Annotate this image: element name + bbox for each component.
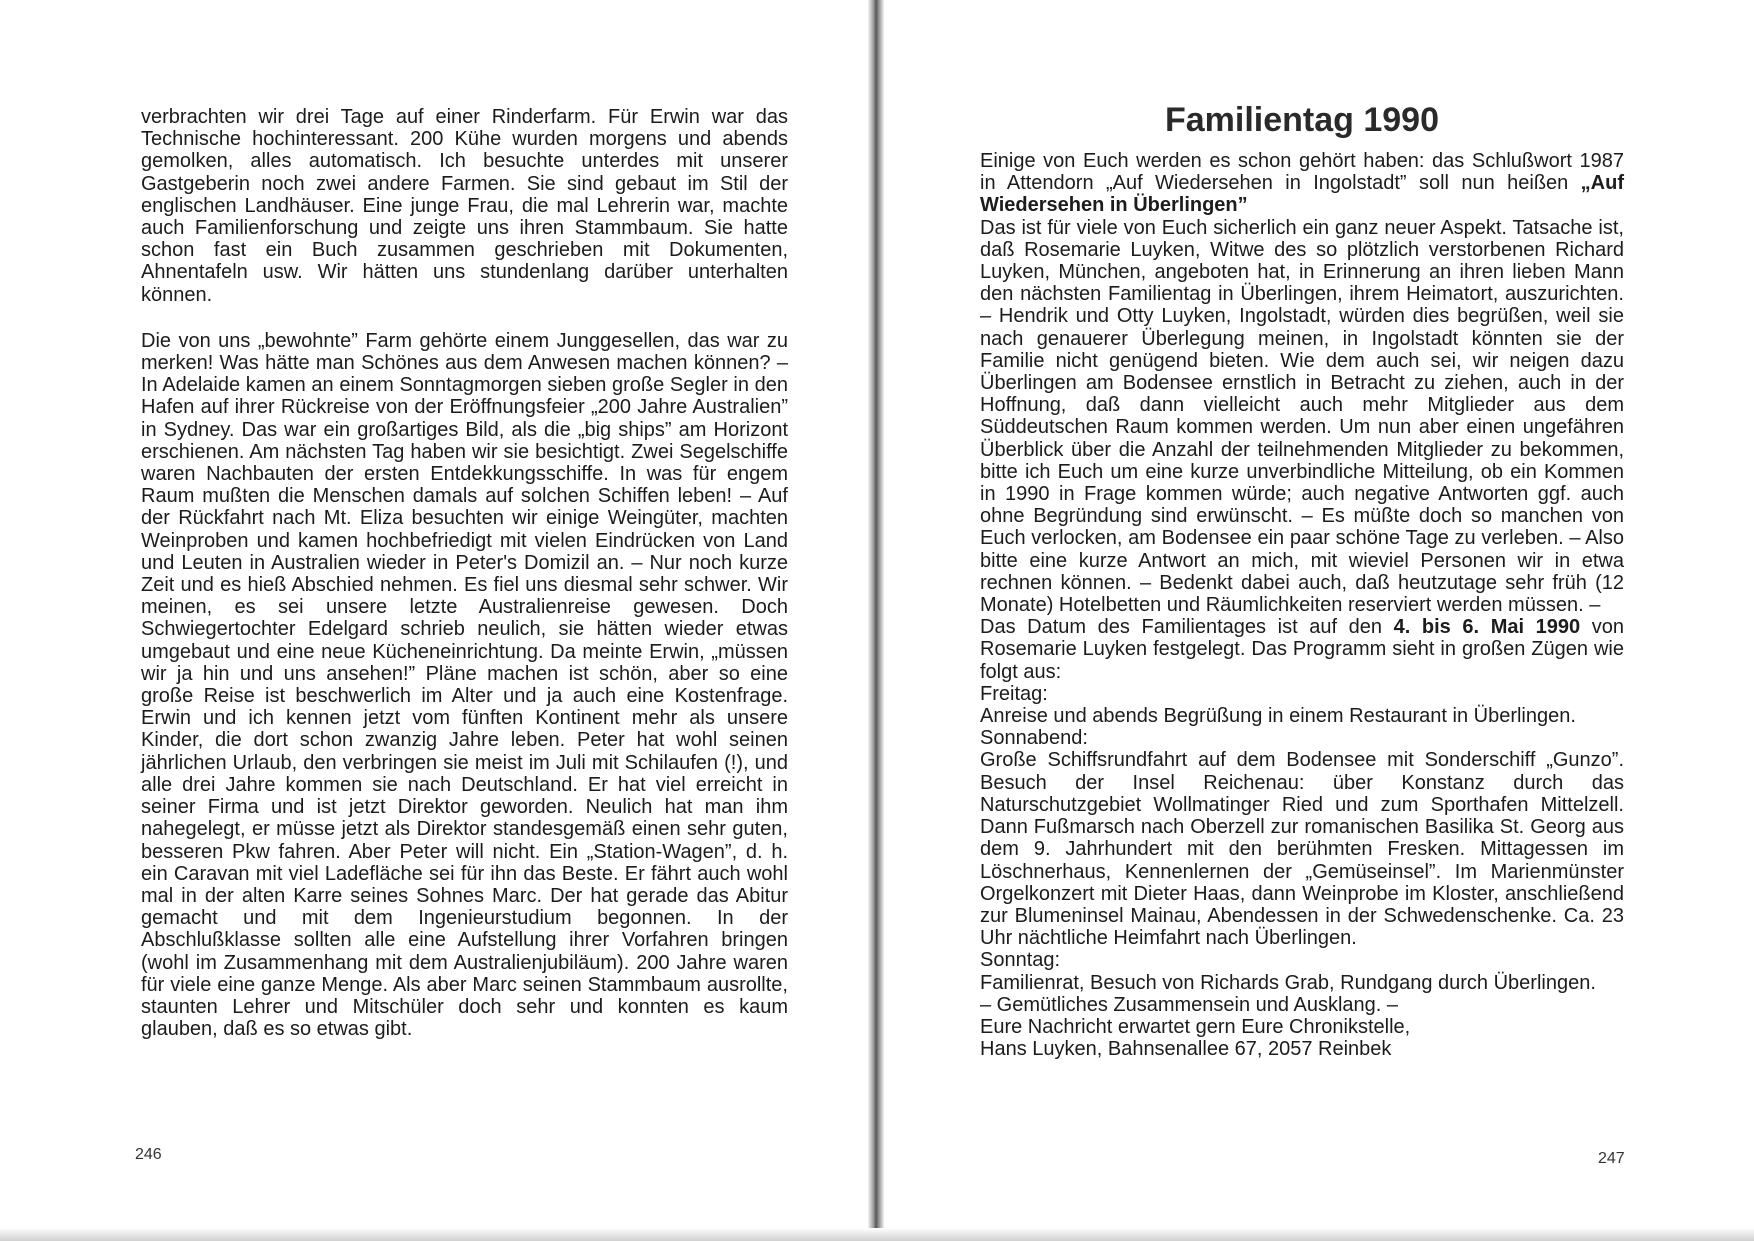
- date-text-before: Das Datum des Familientages ist auf den: [980, 616, 1394, 639]
- page-number-right: 247: [1598, 1150, 1625, 1167]
- signoff-line-1: Eure Nachricht erwartet gern Eure Chronikstelle,: [980, 1015, 1411, 1038]
- body-paragraph: Das ist für viele von Euch sicherlich ein ganz neuer Aspekt. Tatsache ist, daß Rosemarie Luyken, Witwe des so plötzlich verstorbenen Richard Luyken, München, angeboten hat, in Erinnerung an ihren lieben Mann den nächsten Familientag in Überlingen, ihrem Heimatort, auszurichten. – Hendrik und Otty Luyken, Ingolstadt, würden dies begrüßen, weil sie nach genauerer Überlegung meinen, in Ingolstadt könnten sie der Familie nicht genügend bieten. Wie dem auch sei, wir neigen dazu Überlingen am Bodensee ernstlich in Betracht zu ziehen, auch in der Hoffnung, daß dann vielleicht auch mehr Mitglieder aus dem Süddeutschen Raum kommen werden. Um nun aber einen ungefähren Überblick über die Anzahl der teilnehmenden Mitglieder zu bekommen, bitte ich Euch um eine kurze unverbindliche Mitteilung, ob ein Kommen in 1990 in Frage kommen würde; auch negative Antworten ggf. auch ohne Begründung sind erwünscht. – Es müßte doch so manchen von Euch verlocken, am Bodensee ein paar schöne Tage zu verleben. – Also bitte eine kurze Antwort an mich, mit wieviel Personen wir in etwa rechnen können. – Bedenkt dabei auch, daß heutzutage sehr früh (12 Monate) Hotelbetten und Räumlichkeiten reserviert werden müssen. –: [980, 216, 1624, 617]
- page-edge-shadow: [0, 1228, 1754, 1241]
- left-paragraph-1: verbrachten wir drei Tage auf einer Rinderfarm. Für Erwin war das Technische hochinteressant. 200 Kühe wurden morgens und abends gemolken, alles automatisch. Ich besuchte unterdes mit unserer Gastgeberin noch zwei andere Farmen. Sie sind gebaut im Stil der englischen Landhäuser. Eine junge Frau, die mal Lehrerin war, machte auch Familienforschung und zeigte uns ihren Stammbaum. Sie hatte schon fast ein Buch zusammen geschrieben mit Dokumenten, Ahnentafeln usw. Wir hätten uns stundenlang darüber unterhalten können.: [141, 106, 788, 306]
- sunday-text-2: – Gemütliches Zusammensein und Ausklang. –: [980, 993, 1398, 1016]
- saturday-label: Sonnabend:: [980, 727, 1088, 750]
- friday-label: Freitag:: [980, 682, 1048, 705]
- friday-text: Anreise und abends Begrüßung in einem Restaurant in Überlingen.: [980, 705, 1576, 728]
- left-page-text: [141, 106, 788, 1040]
- sunday-text-1: Familienrat, Besuch von Richards Grab, Rundgang durch Überlingen.: [980, 971, 1596, 994]
- signoff-line-2: Hans Luyken, Bahnsenallee 67, 2057 Reinbek: [980, 1038, 1392, 1061]
- intro-text: Einige von Euch werden es schon gehört haben: das Schlußwort 1987 in Attendorn „Auf Wiedersehen in Ingolstadt” soll nun heißen: [980, 150, 1624, 195]
- right-page-text: [980, 150, 1624, 1060]
- saturday-text: Große Schiffsrundfahrt auf dem Bodensee mit Sonderschiff „Gunzo”. Besuch der Insel Reichenau: über Konstanz durch das Naturschutzgebiet Wollmatinger Ried und zum Sporthafen Mittelzell. Dann Fußmarsch nach Oberzell zur romanischen Basilika St. Georg aus dem 9. Jahrhundert mit den berühmten Fresken. Mittagessen im Löschnerhaus, Kennenlernen der „Gemüseinsel”. Im Marienmünster Orgelkonzert mit Dieter Haas, dann Weinprobe im Kloster, anschließend zur Blumeninsel Mainau, Abendessen in der Schwedenschenke. Ca. 23 Uhr nächtliche Heimfahrt nach Überlingen.: [980, 749, 1624, 950]
- intro-paragraph: [980, 150, 1624, 217]
- sunday-label: Sonntag:: [980, 949, 1061, 972]
- date-paragraph: [980, 616, 1624, 683]
- date-bold: 4. bis 6. Mai 1990: [1393, 616, 1581, 639]
- date-text-after: von Rosemarie Luyken festgelegt. Das Programm sieht in großen Zügen wie folgt aus:: [980, 616, 1624, 683]
- book-gutter: [868, 0, 884, 1241]
- page-title: Familientag 1990: [1164, 101, 1439, 139]
- intro-bold-text: „Auf Wiedersehen in Überlingen”: [980, 172, 1624, 217]
- page-number-left: 246: [135, 1146, 162, 1163]
- left-paragraph-2: Die von uns „bewohnte” Farm gehörte einem Junggesellen, das war zu merken! Was hätte man Schönes aus dem Anwesen machen können? – In Adelaide kamen an einem Sonntagmorgen sieben große Segler in den Hafen auf ihrer Rückreise von der Eröffnungsfeier „200 Jahre Australien” in Sydney. Das war ein großartiges Bild, als die „big ships” am Horizont erschienen. Am nächsten Tag haben wir sie besichtigt. Zwei Segelschiffe waren Nachbauten der ersten Entdekkungsschiffe. In was für engem Raum mußten die Menschen damals auf solchen Schiffen leben! – Auf der Rückfahrt nach Mt. Eliza besuchten wir einige Weingüter, machten Weinproben und kamen hochbefriedigt mit vielen Eindrücken von Land und Leuten in Australien wieder in Peter's Domizil an. – Nur noch kurze Zeit und es hieß Abschied nehmen. Es fiel uns diesmal sehr schwer. Wir meinen, es sei unsere letzte Australienreise gewesen. Doch Schwiegertochter Edelgard schrieb neulich, sie hätten wieder etwas umgebaut und eine neue Kücheneinrichtung. Da meinte Erwin, „müssen wir ja hin und uns ansehen!” Pläne machen ist schön, aber so eine große Reise ist beschwerlich im Alter und ja auch eine Kostenfrage. Erwin und ich kennen jetzt vom fünften Kontinent mehr als unsere Kinder, die dort schon zwanzig Jahre leben. Peter hat wohl seinen jährlichen Urlaub, den verbringen sie meist im Juli mit Schilaufen (!), und alle drei Jahre kommen sie nach Deutschland. Er hat viel erreicht in seiner Firma und ist jetzt Direktor geworden. Neulich hat man ihm nahegelegt, er müsse jetzt als Direktor standesgemäß einen sehr guten, besseren Pkw fahren. Aber Peter will nicht. Ein „Station-Wagen”, d. h. ein Caravan mit viel Ladefläche sei für ihn das Beste. Er fährt auch wohl mal in der alten Karre seines Sohnes Marc. Der hat gerade das Abitur gemacht und mit dem Ingenieurstudium begonnen. In der Abschlußklasse sollten alle eine Aufstellung ihrer Vorfahren bringen (wohl im Zusammenhang mit dem Australienjubiläum). 200 Jahre waren für viele eine ganze Menge. Als aber Marc seinen Stammbaum ausrollte, staunten Lehrer und Mitschüler doch sehr und konnten es kaum glauben, daß es so etwas gibt.: [141, 329, 788, 1041]
